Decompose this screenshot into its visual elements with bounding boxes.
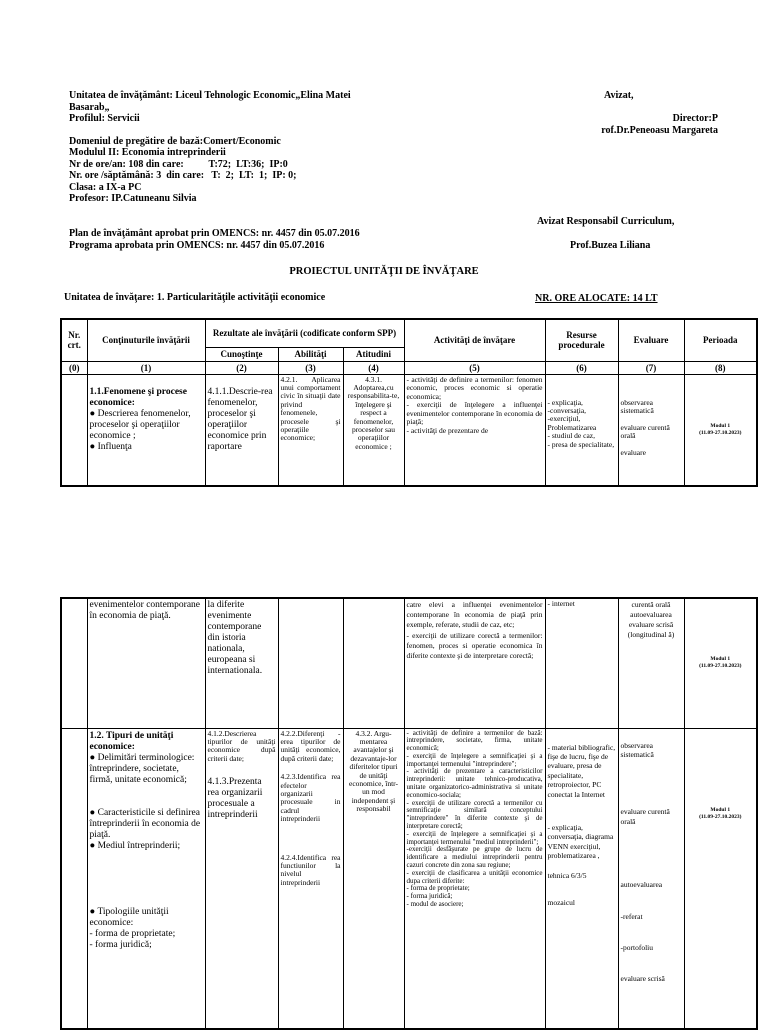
resources-d: mozaicul — [547, 897, 575, 907]
knowledge-cell: la diferite evenimente contemporane din istoria nationala, europeana si internationala. — [205, 598, 278, 728]
table-row — [61, 598, 757, 728]
content-body: ● Delimitări terminologice: întreprindere, societate, firmă, unitate economică; ● Caracteristicile si definirea întreprinderii în economia de piaţă. ● Mediul întreprinderii; ● Tipologiile unităţii economice: - forma de proprietate; - forma juridică; — [89, 752, 201, 950]
page-title: PROIECTUL UNITĂŢII DE ÎNVĂŢARE — [289, 266, 479, 277]
header-nr: Nr. crt. — [61, 319, 87, 361]
col-num: (3) — [278, 361, 343, 374]
header-knowledge: Cunoştinţe — [205, 347, 278, 361]
activities-cell: catre elevi a influenţei evenimentelor contemporane în economia de piaţă prin exemple, referate, studii de caz, etc; - exerciţii de utilizare corectă a termenilor: fenomen, proces si operatie economica în diferite contexte şi de interpretare corectă; — [404, 598, 545, 728]
teacher: Profesor: IP.Catuneanu Silvia — [69, 193, 197, 204]
unit-name-line1: Unitatea de învăţământ: Liceul Tehnologic Economic„Elina Matei — [69, 90, 351, 101]
evaluation-f: evaluare scrisă — [620, 974, 665, 984]
programa-line: Programa aprobata prin OMENCS: nr. 4457 din 05.07.2016 — [69, 239, 325, 251]
resources-cell: - explicaţia, -conversaţia, -exerciţiul, Problematizarea - studiul de caz, - presa de specialitate, — [545, 374, 618, 486]
profile: Profilul: Servicii — [69, 113, 140, 124]
attitudes-cell: 4.3.1. Adoptarea,cu responsabilita-te, înţelegere şi respect a fenomenelor, proceselor sau operaţiilor economice ; — [343, 374, 404, 486]
unit-name-line2: Basarab„ — [69, 101, 110, 113]
lesson-table-2 — [60, 597, 758, 1030]
col-num: (7) — [618, 361, 684, 374]
header-evaluation: Evaluare — [618, 319, 684, 361]
content-cell — [87, 728, 205, 1029]
period-cell: Modul 1 (11.09-27.10.2023) — [684, 374, 757, 486]
skills-a: 4.2.2.Diferenţi -erea tipurilor de unităţi economice, după criterii date; — [280, 728, 341, 763]
table-row — [61, 374, 757, 486]
col-num: (1) — [87, 361, 205, 374]
hours-week: Nr. ore /săptămână: 3 din care: T: 2; LT: 1; IP: 0; — [69, 170, 297, 181]
skills-cell — [278, 728, 343, 1029]
skills-cell: 4.2.1. Aplicarea unui comportament civic în situaţii date privind fenomenele, procesele şi operaţiile economice; — [278, 374, 343, 486]
director-line1: Director:P — [672, 113, 718, 124]
knowledge-b: 4.1.3.Prezenta rea organizarii procesuale a intreprinderii — [207, 777, 263, 821]
col-num: (6) — [545, 361, 618, 374]
evaluation-a: observarea sistematică — [620, 740, 654, 759]
knowledge-cell: 4.1.1.Descrie-rea fenomenelor, proceselor şi operaţiilor economice prin raportare — [205, 374, 278, 486]
column-number-row — [61, 361, 757, 374]
col-num: (0) — [61, 361, 87, 374]
header-resources: Resurse procedurale — [545, 319, 618, 361]
module: Modulul II: Economia intreprinderii — [69, 147, 226, 158]
knowledge-a: 4.1.2.Descrierea tipurilor de unităţi economice după criterii date; — [207, 728, 276, 763]
header-content: Conţinuturile învăţării — [87, 319, 205, 361]
attitudes-cell: 4.3.2. Argu-mentarea avantajelor şi dezavantaje-lor diferitelor tipuri de unităţi economice, într-un mod independent şi responsabil — [343, 728, 404, 1029]
col-num: (2) — [205, 361, 278, 374]
content-title: 1.2. Tipuri de unităţi economice: — [89, 730, 174, 752]
hours-total: Nr de ore/an: 108 din care: T:72; LT:36; IP:0 — [69, 158, 288, 170]
resources-cell: - internet — [545, 598, 618, 728]
content-title: 1.1.Fenomene şi procese economice: — [89, 386, 187, 408]
avizat-resp: Avizat Responsabil Curriculum, — [537, 216, 675, 227]
activities-cell: - activităţi de definire a termenilor de bază: intreprindere, societate, firma, unitate economică; - exerciţii de înţelegere a semnificaţiei şi a importanţei termenului "intreprindere"; - activităţi de prezentare a caracteristicilor intreprinderii: unitate tehnico-producativa, unitate organizatorico-administrativa si unitate economico-sociala; - exerciţii de utilizare corectă a termenilor cu semnificaţie similară conceptului "intreprindere" în diferite contexte şi de interpretare corectă; - exerciţii de înţelegere a semnificaţiei şi a importanţei termenului "mediul intreprinderii"; -exerciţii desfăşurate pe grupe de lucru de identificare a mediului intreprinderii pentru cazuri concrete din zona sau regiune; - exerciţii de clasificarea a unităţii economice dupa criterii diferite: - forma de proprietate; - forma juridică; - modul de asociere; — [404, 728, 545, 1029]
hours-allocated: NR. ORE ALOCATE: 14 LT — [535, 293, 658, 304]
period-cell: Modul 1 (11.09-27.10.2023) — [684, 598, 757, 728]
header-attitudes: Atitudini — [343, 347, 404, 361]
resources-c: tehnica 6/3/5 — [547, 870, 587, 880]
content-cell: evenimentelor contemporane în economia de piaţă. — [87, 598, 205, 728]
content-cell — [87, 374, 205, 486]
header-skills: Abilităţi — [278, 347, 343, 361]
resources-a: - material bibliografic, fişe de lucru, fişe de evaluare, presa de specialitate, retroproiector, PC conectat la Internet — [547, 742, 616, 799]
skills-b: 4.2.3.Identifica rea efectelor organizarii procesuale in cadrul intreprinderii — [280, 772, 341, 824]
unit-line: Unitatea de învăţare: 1. Particularităţile activităţii economice — [64, 292, 326, 303]
col-num: (4) — [343, 361, 404, 374]
lesson-table-1 — [60, 318, 758, 487]
resp-name: Prof.Buzea Liliana — [570, 240, 651, 251]
domain: Domeniul de pregătire de bază:Comert/Economic — [69, 135, 281, 147]
content-body: ● Descrierea fenomenelor, proceselor şi operaţiilor economice ; ● Influenţa — [89, 408, 191, 452]
director-block — [601, 113, 718, 136]
table-row — [61, 728, 757, 1029]
plan-block — [69, 228, 360, 251]
knowledge-cell — [205, 728, 278, 1029]
evaluation-cell — [618, 728, 684, 1029]
col-num: (5) — [404, 361, 545, 374]
header-period: Perioada — [684, 319, 757, 361]
plan-line: Plan de învăţământ aprobat prin OMENCS: nr. 4457 din 05.07.2016 — [69, 228, 360, 239]
activities-cell: - activităţi de definire a termenilor: fenomen economic, proces economic si operatie economica; - exerciţii de înţelegere a influenţei evenimentelor contemporane în economia de piaţă; - activităţi de prezentare de — [404, 374, 545, 486]
header-activities: Activităţi de învăţare — [404, 319, 545, 361]
evaluation-d: -referat — [620, 911, 643, 921]
evaluation-cell: observarea sistematică evaluare curentă orală evaluare — [618, 374, 684, 486]
evaluation-c: autoevaluarea — [620, 880, 663, 890]
period-cell: Modul 1 (11.09-27.10.2023) — [684, 728, 757, 1029]
skills-c: 4.2.4.Identifica rea functiunilor la nivelul intreprinderii — [280, 852, 341, 887]
avizat: Avizat, — [604, 90, 634, 101]
resources-b: - explicaţia, conversaţia, diagrama VENN exerciţiul, problematizarea , — [547, 822, 614, 861]
class: Clasa: a IX-a PC — [69, 181, 142, 193]
director-line2: rof.Dr.Peneoasu Margareta — [601, 124, 718, 136]
header-results: Rezultate ale învăţării (codificate conform SPP) — [205, 319, 404, 347]
header-left — [69, 90, 351, 205]
col-num: (8) — [684, 361, 757, 374]
evaluation-b: evaluare curentă orală — [620, 807, 670, 826]
evaluation-e: -portofoliu — [620, 942, 653, 952]
evaluation-cell: curentă orală autoevaluarea evaluare scrisă (longitudinal ă) — [618, 598, 684, 728]
resources-cell — [545, 728, 618, 1029]
